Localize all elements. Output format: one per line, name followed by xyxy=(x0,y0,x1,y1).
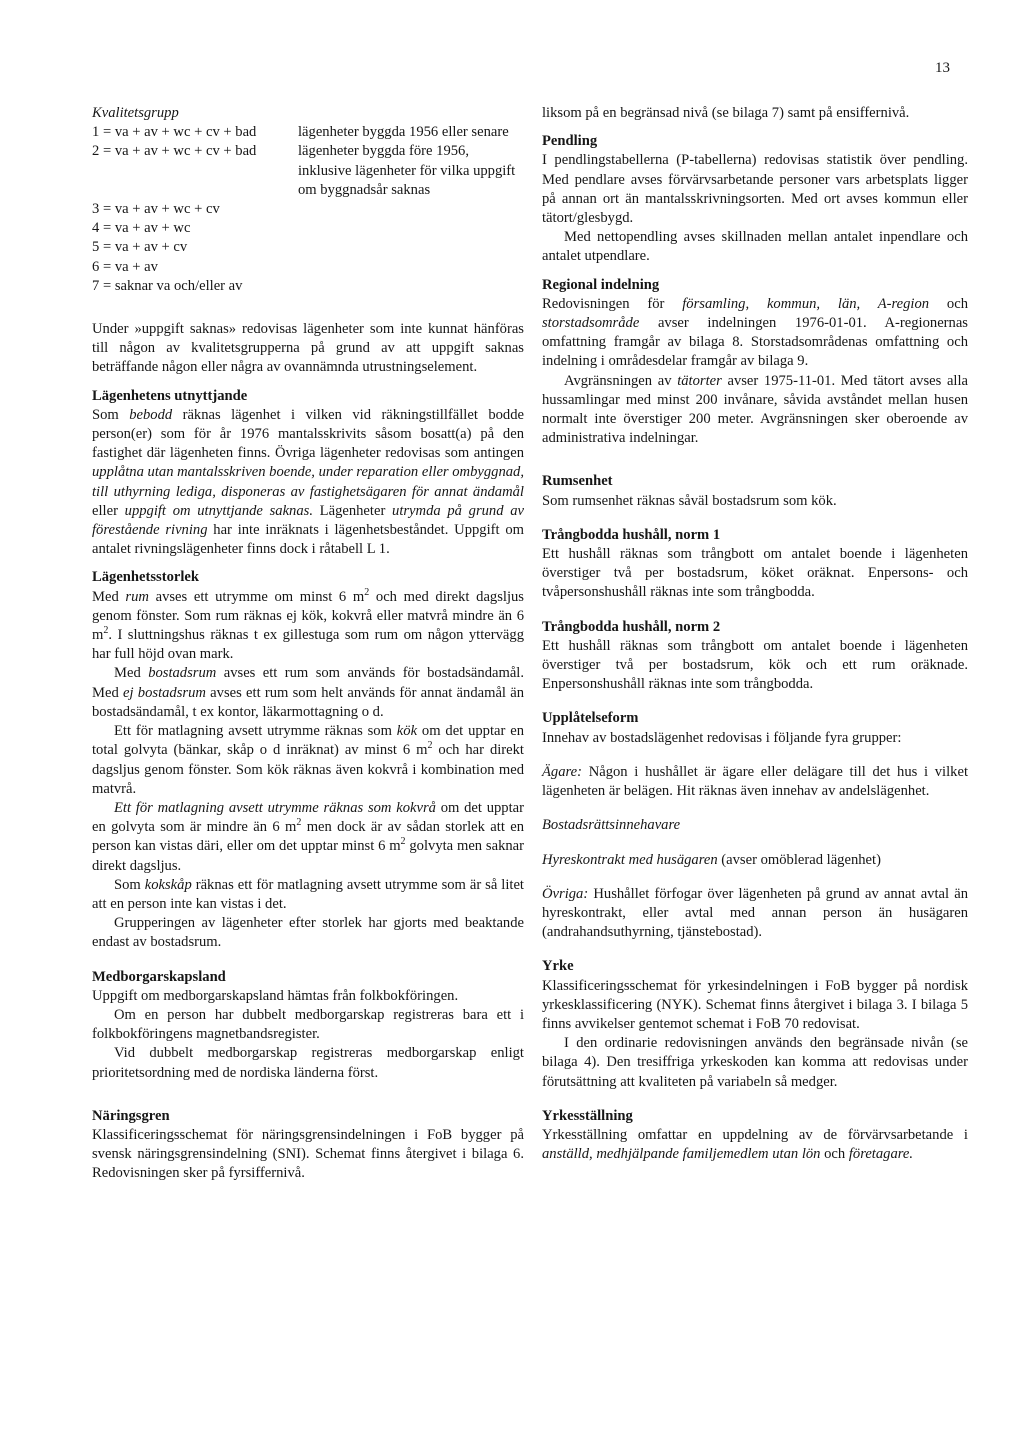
pendling-p2: Med nettopendling avses skillnaden mellan antalet inpendlare och antalet utpendlare. xyxy=(542,229,968,265)
continuation-text: liksom på en begränsad nivå (se bilaga 7) samt på ensiffernivå. xyxy=(542,105,910,121)
upplatelseform-ovriga: Övriga: Hushållet förfogar över lägenheten på grund av annat avtal än hyreskontrakt, eller avtal med annan person än husägaren (andrahandsuthyrning, tjänstebostad). xyxy=(542,885,968,941)
regional-indelning-p2: Avgränsningen av tätorter avser 1975-11-01. Med tätort avses alla hussamlingar med minst 200 invånare, såvida avståndet mellan husen normalt inte överstiger 200 meter. Avgränsningen sker oberoende av administrativa indelningar. xyxy=(542,372,969,447)
kv-code: 3 = va + av + wc + cv xyxy=(92,201,220,218)
kv-code: 1 = va + av + wc + cv + bad xyxy=(92,124,257,141)
under-paragraph: Under »uppgift saknas» redovisas lägenheter som inte kunnat hänföras till någon av kvalitetsgrupperna på grund av att uppgift saknas beträffande någon eller några av ovannämnda utrustningselement. xyxy=(92,321,524,376)
medborgarskapsland-p2: Om en person har dubbelt medborgarskap registreras bara ett i folkbokföringens magnetbandsregister. xyxy=(92,1006,524,1043)
kvalitetsgrupp-table xyxy=(92,123,524,296)
upplatelseform-bostadsratt: Bostadsrättsinnehavare xyxy=(542,817,681,834)
trangbodda-norm2-heading: Trångbodda hushåll, norm 2 xyxy=(542,618,721,635)
kv-desc xyxy=(298,238,524,257)
upplatelseform-heading: Upplåtelseform xyxy=(542,710,639,727)
pendling-p1: I pendlingstabellerna (P-tabellerna) redovisas statistik över pendling. Med pendlare avses förvärvsarbetande personer vars arbetsplats ligger på annan ort än mantalsskrivningsorten. Med ort avses kommun eller tätort/glesbygd. xyxy=(542,152,968,227)
page-number: 13 xyxy=(935,60,950,76)
naringsgren-heading: Näringsgren xyxy=(92,1107,170,1124)
pendling-heading: Pendling xyxy=(542,133,598,150)
medborgarskapsland-heading: Medborgarskapsland xyxy=(92,968,226,985)
kv-desc xyxy=(298,200,524,219)
kv-code: 2 = va + av + wc + cv + bad xyxy=(92,143,257,160)
kv-code: 7 = saknar va och/eller av xyxy=(92,277,243,294)
left-column xyxy=(92,104,524,1184)
kv-code: 5 = va + av + cv xyxy=(92,239,188,256)
kv-desc xyxy=(298,277,524,296)
kv-desc: lägenheter byggda 1956 eller senare xyxy=(298,124,509,141)
lagenhetsstorlek-heading: Lägenhetsstorlek xyxy=(92,569,200,586)
rumsenhet-heading: Rumsenhet xyxy=(542,473,613,490)
naringsgren-p1: Klassificeringsschemat för näringsgrensindelningen i FoB bygger på svensk näringsgrensindelning (SNI). Schemat finns återgivet i bilaga 6. Redovisningen sker på fyrsiffernivå. xyxy=(92,1126,524,1182)
trangbodda-norm2-p1: Ett hushåll räknas som trångbott om antalet boende i lägenheten överstiger två per bostadsrum, kök och ett rum oräknade. Enpersonshushåll räknas inte som trångbodda. xyxy=(542,637,968,693)
regional-indelning-p1: Redovisningen för församling, kommun, län, A-region och storstadsområde avser indelningen 1976-01-01. A-regionernas omfattning framgår av bilaga 8. Storstadsområdenas omfattning och indelning i områdesdelar framgår av bilaga 9. xyxy=(542,295,968,370)
kv-desc: lägenheter byggda före 1956, inklusive lägenheter för vilka uppgift om byggnadsår saknas xyxy=(298,143,516,198)
yrkesstallning-p1: Yrkesställning omfattar en uppdelning av de förvärvsarbetande i anställd, medhjälpande familjemedlem utan lön och företagare. xyxy=(542,1126,968,1163)
lagenhetsstorlek-p6: Grupperingen av lägenheter efter storlek har gjorts med beaktande endast av bostadsrum. xyxy=(92,915,524,951)
yrke-heading: Yrke xyxy=(542,958,574,975)
lagenhetsstorlek-p4: Ett för matlagning avsett utrymme räknas som kokvrå om det upptar en golvyta som är mindre än 6 $m^2$ men dock är av sådan storlek att en person kan vistas däri, eller om det upptar minst 6 $m^2$ golvyta men saknar direkt dagsljus. xyxy=(92,799,524,874)
medborgarskapsland-p3: Vid dubbelt medborgarskap registreras medborgarskap enligt prioritetsordning med de nordiska länderna först. xyxy=(92,1045,524,1081)
lagenhetsstorlek-p3: Ett för matlagning avsett utrymme räknas som kök om det upptar en total golvyta (bänkar, skåp o d inräknat) av minst 6 $m^2$ och har direkt dagsljus genom fönster. Som kök räknas även kokvrå i kombination med matvrå. xyxy=(92,723,524,797)
kv-desc xyxy=(298,258,524,277)
kv-code: 4 = va + av + wc xyxy=(92,220,191,237)
kvalitetsgrupp-title: Kvalitetsgrupp xyxy=(92,105,179,121)
yrke-p2: I den ordinarie redovisningen används den begränsade nivån (se bilaga 4). Den tresiffriga yrkeskoden kan komma att redovisas under förutsättning att kvaliteten på variabeln så medger. xyxy=(542,1035,968,1090)
upplatelseform-hyreskontrakt: Hyreskontrakt med husägaren (avser omöblerad lägenhet) xyxy=(542,851,881,868)
lagenhetens-utnyttjande-text: Som bebodd räknas lägenhet i vilken vid räkningstillfället bodde person(er) som för år 1976 mantalsskrivits såsom bosatt(a) på den fastighet där lägenheten finns. Övriga lägenheter redovisas som antingen upplåtna utan mantalsskriven boende, under reparation eller ombyggnad, till uthyrning lediga, disponeras av fastighetsägaren för annat ändamål eller uppgift om utnyttjande saknas. Lägenheter utrymda på grund av förestående rivning har inte inräknats i lägenhetsbeståndet. Uppgift om antalet rivningslägenheter finns dock i råtabell L 1. xyxy=(92,406,524,558)
lagenhetens-utnyttjande-heading: Lägenhetens utnyttjande xyxy=(92,387,248,404)
lagenhetsstorlek-p2: Med bostadsrum avses ett rum som används för bostadsändamål. Med ej bostadsrum avses ett rum som helt används för annat ändamål än bostadsändamål, t ex kontor, läkarmottagning o d. xyxy=(92,665,524,720)
right-column xyxy=(542,104,968,1164)
kv-desc xyxy=(298,219,524,238)
medborgarskapsland-p1: Uppgift om medborgarskapsland hämtas från folkbokföringen. xyxy=(92,987,459,1004)
upplatelseform-p1: Innehav av bostadslägenhet redovisas i följande fyra grupper: xyxy=(542,729,902,746)
upplatelseform-agare: Ägare: Någon i hushållet är ägare eller delägare till det hus i vilket lägenheten är belägen. Hit räknas även innehav av andelslägenhet. xyxy=(542,763,968,800)
lagenhetsstorlek-p5: Som kokskåp räknas ett för matlagning avsett utrymme som är så litet att en person inte kan vistas i det. xyxy=(92,876,524,912)
kv-code: 6 = va + av xyxy=(92,258,158,275)
yrkesstallning-heading: Yrkesställning xyxy=(542,1107,633,1124)
yrke-p1: Klassificeringsschemat för yrkesindelningen i FoB bygger på nordisk yrkesklassificering (NYK). Schemat finns återgivet i bilaga 3. I bilaga 5 finns avvikelser gentemot schemat i FoB 70 redovisat. xyxy=(542,977,968,1032)
regional-indelning-heading: Regional indelning xyxy=(542,276,660,293)
rumsenhet-p1: Som rumsenhet räknas såväl bostadsrum som kök. xyxy=(542,492,837,509)
lagenhetsstorlek-p1: Med rum avses ett utrymme om minst 6 $m^2$ och med direkt dagsljus genom fönster. Som rum räknas ej kök, kokvrå eller matvrå mindre än 6 $m^2$. I sluttningshus räknas t ex gillestuga som rum om någon yttervägg har full höjd ovan mark. xyxy=(92,586,524,663)
trangbodda-norm1-heading: Trångbodda hushåll, norm 1 xyxy=(542,526,721,543)
trangbodda-norm1-p1: Ett hushåll räknas som trångbott om antalet boende i lägenheten överstiger två per bostadsrum, köket oräknat. Enpersons- och tvåpersonshushåll räknas inte som trångbodda. xyxy=(542,546,968,601)
